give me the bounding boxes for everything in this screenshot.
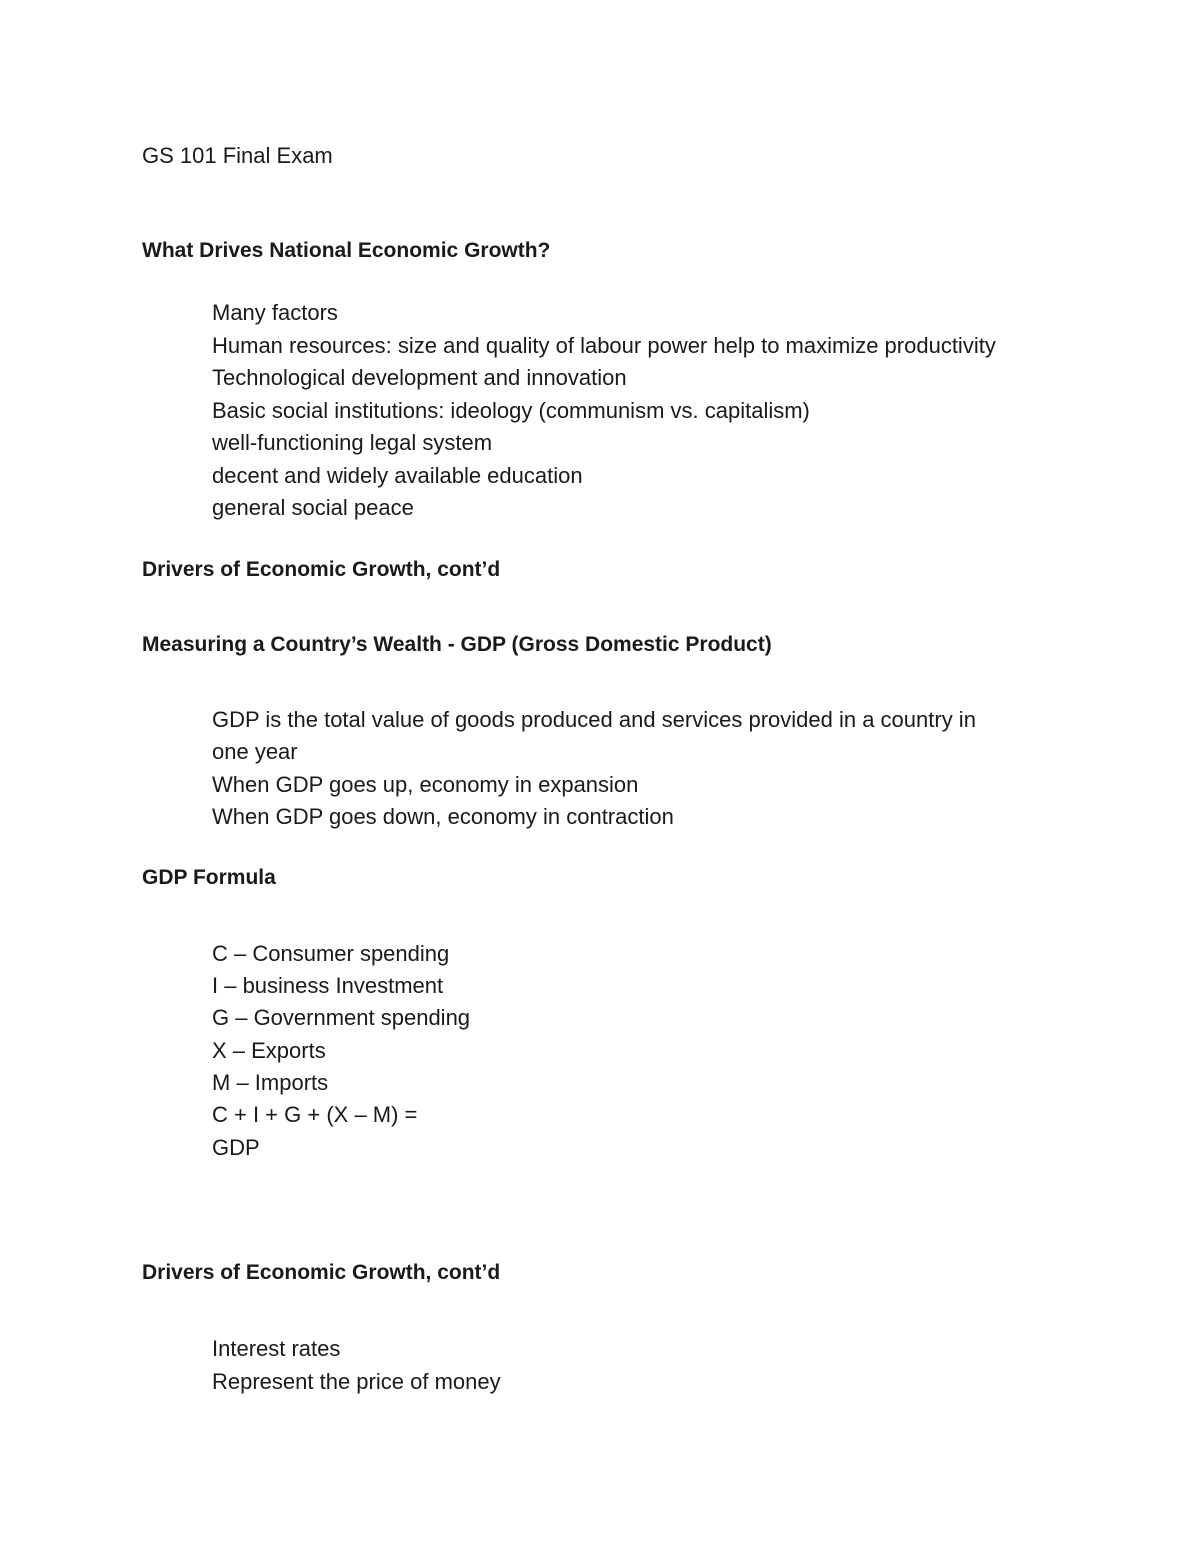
section-line: When GDP goes up, economy in expansion (212, 772, 639, 797)
section-line: C + I + G + (X – M) = (212, 1102, 418, 1127)
section-line: M – Imports (212, 1070, 329, 1095)
section-line: Technological development and innovation (212, 365, 627, 390)
section-line: one year (212, 739, 298, 764)
section-heading: GDP Formula (142, 866, 276, 889)
section-line: decent and widely available education (212, 463, 583, 488)
section-line: Represent the price of money (212, 1369, 501, 1394)
section-line: general social peace (212, 495, 414, 520)
section-heading: What Drives National Economic Growth? (142, 239, 551, 262)
section-heading: Measuring a Country’s Wealth - GDP (Gross Domestic Product) (142, 633, 772, 656)
section-line: well-functioning legal system (212, 430, 493, 455)
document-title: GS 101 Final Exam (142, 143, 333, 168)
section-line: GDP is the total value of goods produced and services provided in a country in (212, 707, 976, 732)
section-line: Basic social institutions: ideology (communism vs. capitalism) (212, 398, 810, 423)
section-line: X – Exports (212, 1038, 326, 1063)
section-heading: Drivers of Economic Growth, cont’d (142, 558, 501, 581)
section-line: Many factors (212, 300, 338, 325)
section-line: Interest rates (212, 1336, 341, 1361)
section-heading: Drivers of Economic Growth, cont’d (142, 1261, 501, 1284)
section-line: C – Consumer spending (212, 941, 450, 966)
section-line: Human resources: size and quality of labour power help to maximize productivity (212, 333, 996, 358)
section-line: GDP (212, 1135, 260, 1160)
section-line: G – Government spending (212, 1005, 471, 1030)
section-line: When GDP goes down, economy in contraction (212, 804, 674, 829)
section-line: I – business Investment (212, 973, 444, 998)
